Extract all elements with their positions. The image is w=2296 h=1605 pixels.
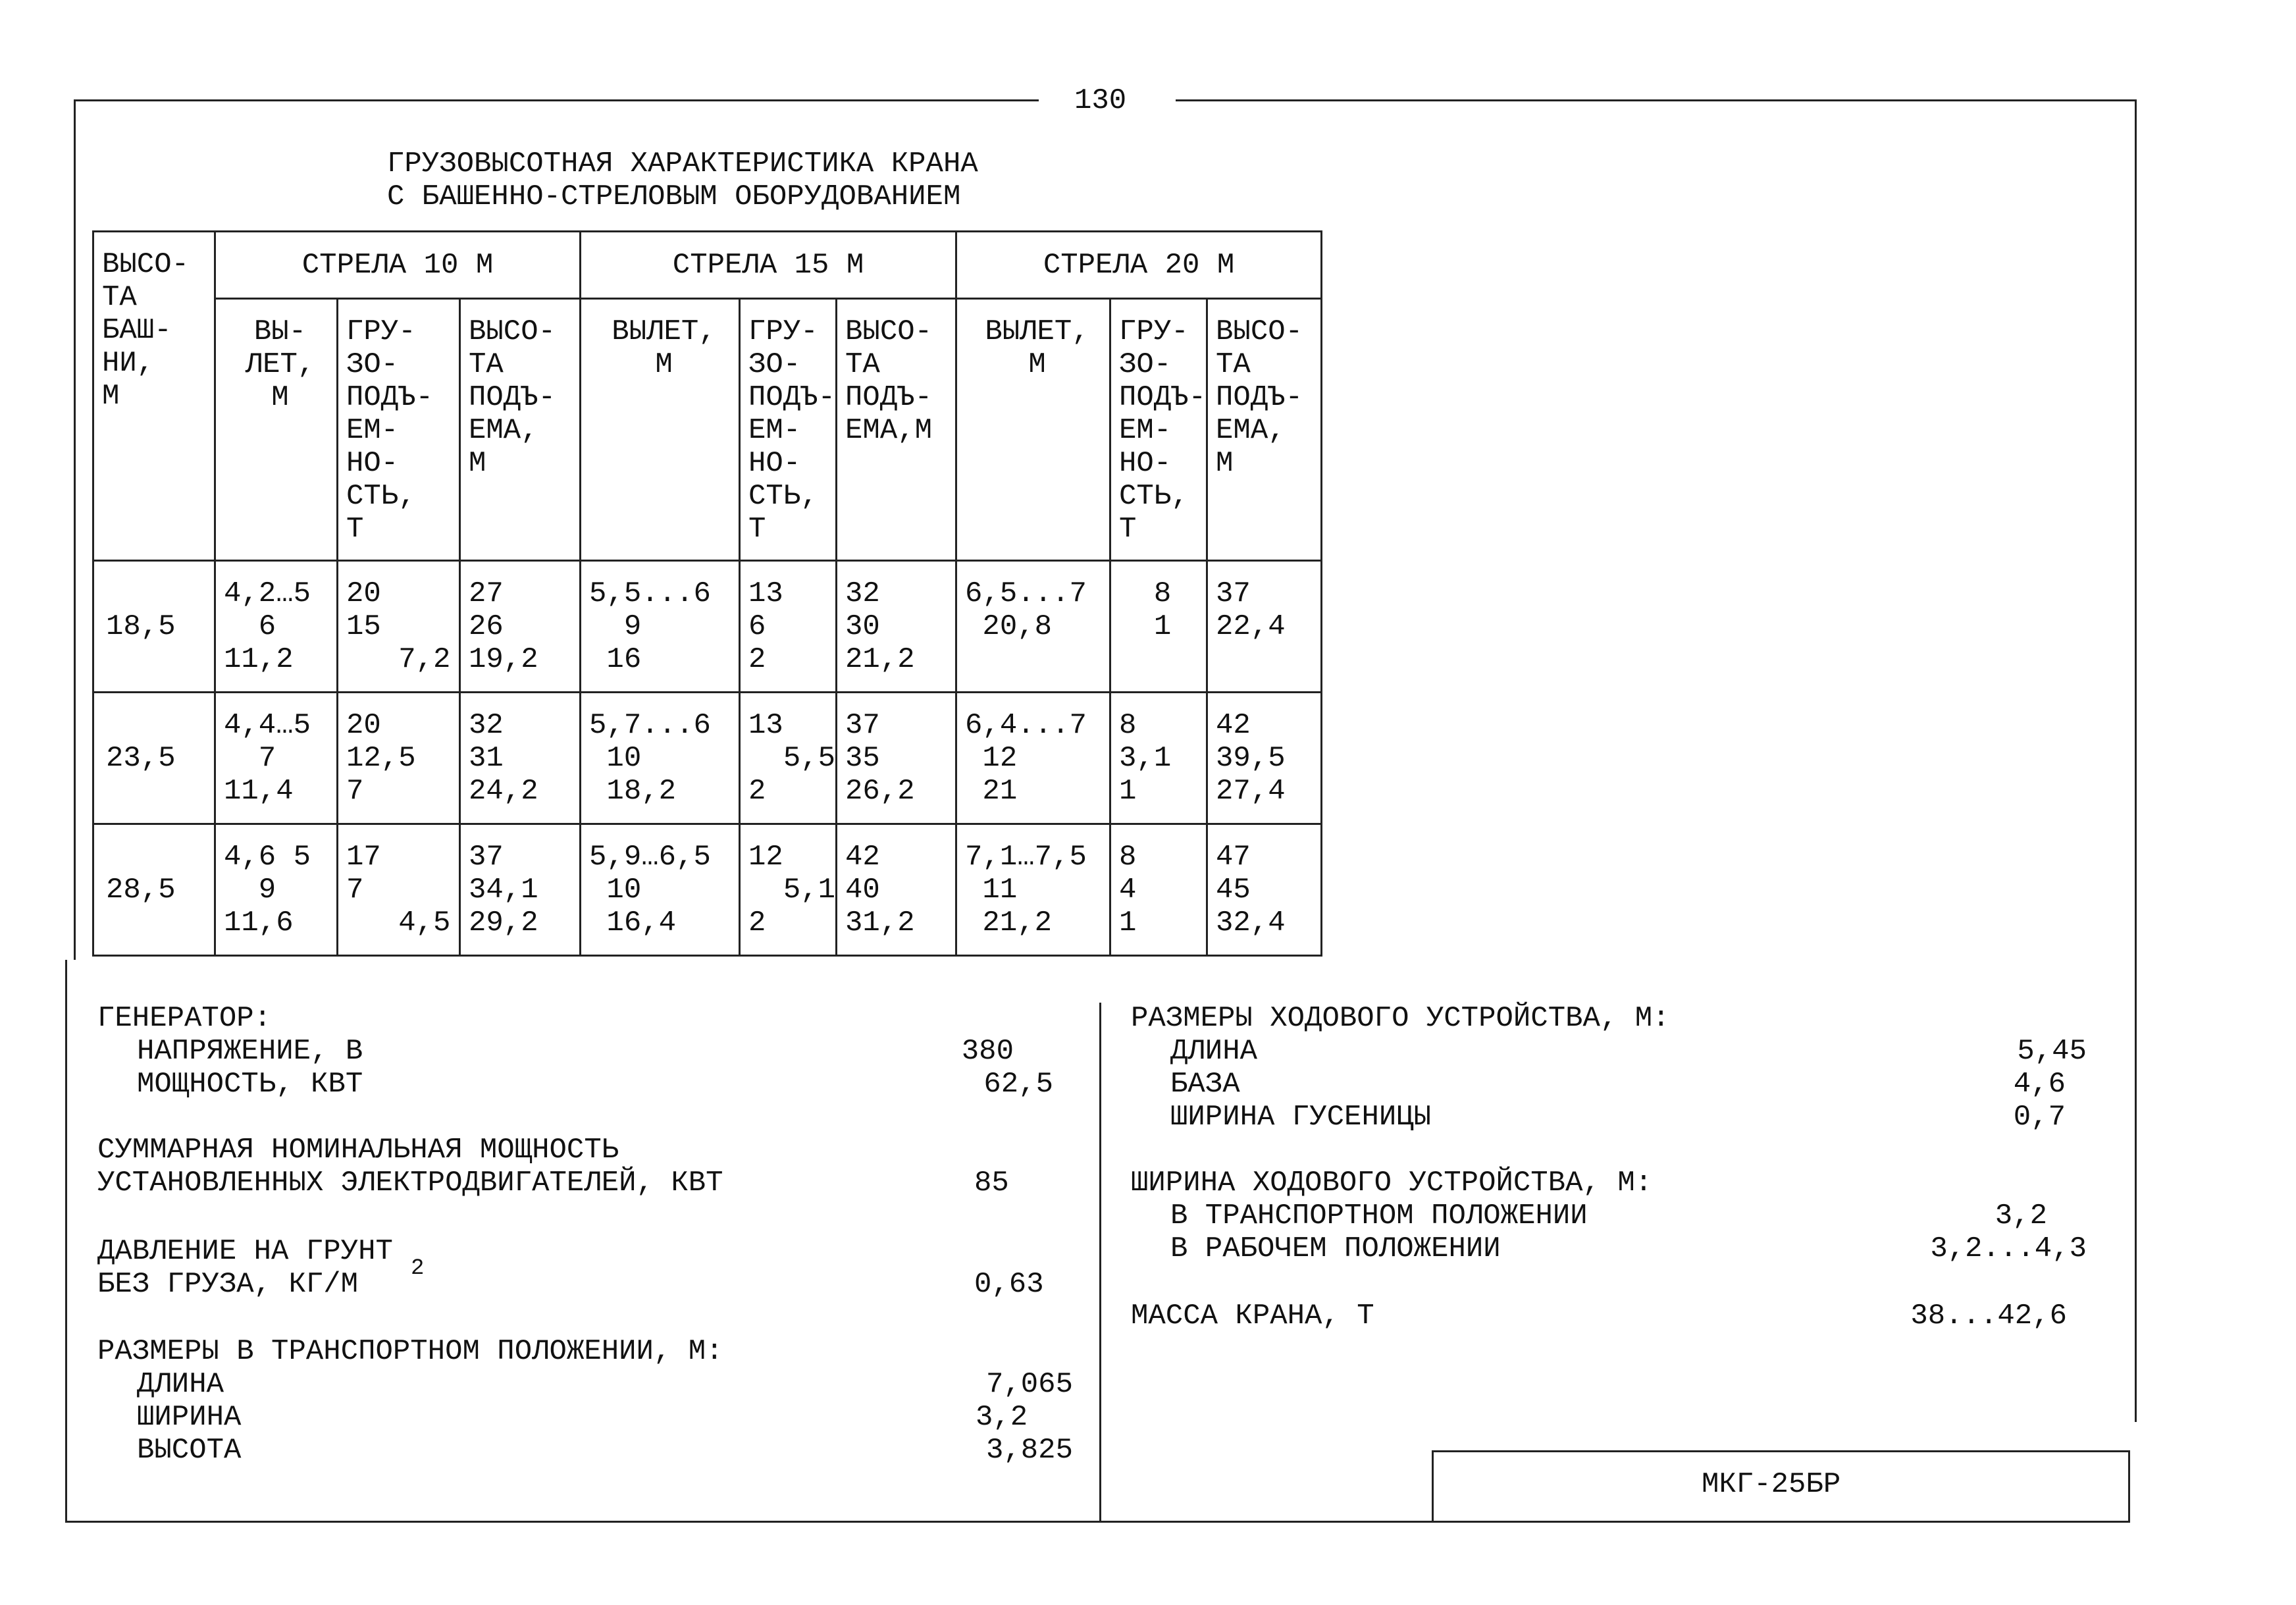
transport-width-label: ШИРИНА	[137, 1401, 242, 1434]
total-power-value: 85	[974, 1167, 1009, 1199]
transport-length-value: 7,065	[985, 1368, 1073, 1401]
pressure-line1: ДАВЛЕНИЕ НА ГРУНТ	[97, 1235, 393, 1268]
working-position-value: 3,2...4,3	[1930, 1232, 2087, 1265]
crane-mass-value: 38...42,6	[1910, 1300, 2067, 1332]
table-cell: 4,6 5 9 11,6	[215, 824, 338, 956]
table-cell: 12 5,1 2	[740, 824, 837, 956]
power-value: 62,5	[983, 1068, 1053, 1101]
table-cell: 42 39,5 27,4	[1207, 693, 1322, 824]
column-header: ВЫСО- ТА ПОДЪ- ЕМА,М	[837, 299, 956, 561]
transport-height-value: 3,825	[985, 1434, 1073, 1467]
group-header: СТРЕЛА 15 М	[581, 232, 956, 299]
transport-position-label: В ТРАНСПОРТНОМ ПОЛОЖЕНИИ	[1170, 1199, 1588, 1232]
table-cell: 17 7 4,5	[338, 824, 460, 956]
track-width-label: ШИРИНА ГУСЕНИЦЫ	[1170, 1101, 1432, 1134]
frame-left-upper	[74, 99, 76, 960]
transport-position-value: 3,2	[1995, 1199, 2047, 1232]
voltage-label: НАПРЯЖЕНИЕ, В	[137, 1035, 363, 1068]
table-cell: 4,4…5 7 11,4	[215, 693, 338, 824]
frame-bottom	[65, 1521, 2130, 1523]
total-power-line2: УСТАНОВЛЕННЫХ ЭЛЕКТРОДВИГАТЕЛЕЙ, КВТ	[97, 1167, 723, 1199]
table-cell: 8 1	[1110, 561, 1207, 693]
table-cell: 6,5...7 20,8	[956, 561, 1110, 693]
frame-top-right	[1176, 99, 2137, 101]
table-cell: 6,4...7 12 21	[956, 693, 1110, 824]
transport-dims-label: РАЗМЕРЫ В ТРАНСПОРТНОМ ПОЛОЖЕНИИ, М:	[97, 1335, 723, 1368]
running-gear-length-label: ДЛИНА	[1170, 1035, 1258, 1068]
column-header: ГРУ- ЗО- ПОДЪ- ЕМ- НО- СТЬ, Т	[740, 299, 837, 561]
crane-mass-label: МАССА КРАНА, Т	[1131, 1300, 1374, 1332]
group-header: СТРЕЛА 10 М	[215, 232, 581, 299]
table-cell: 5,9…6,5 10 16,4	[581, 824, 740, 956]
table-cell: 27 26 19,2	[460, 561, 581, 693]
column-header: ВЫЛЕТ, М	[956, 299, 1110, 561]
pressure-superscript: 2	[411, 1256, 425, 1281]
tower-height-header: ВЫСО- ТА БАШ- НИ, М	[93, 232, 215, 561]
table-cell: 37 34,1 29,2	[460, 824, 581, 956]
table-cell: 20 15 7,2	[338, 561, 460, 693]
column-header: ВЫСО- ТА ПОДЪ- ЕМА, М	[460, 299, 581, 561]
power-label: МОЩНОСТЬ, КВТ	[137, 1068, 363, 1101]
column-header: ВЫ- ЛЕТ, М	[215, 299, 338, 561]
track-width-value: 0,7	[2013, 1101, 2066, 1134]
working-position-label: В РАБОЧЕМ ПОЛОЖЕНИИ	[1170, 1232, 1501, 1265]
table-cell: 8 3,1 1	[1110, 693, 1207, 824]
base-value: 4,6	[2013, 1068, 2066, 1101]
table-cell: 32 30 21,2	[837, 561, 956, 693]
generator-label: ГЕНЕРАТОР:	[97, 1002, 272, 1035]
pressure-value: 0,63	[974, 1268, 1044, 1301]
transport-length-label: ДЛИНА	[137, 1368, 224, 1401]
table-cell: 5,5...6 9 16	[581, 561, 740, 693]
page-number: 130	[1074, 84, 1127, 117]
frame-right	[2135, 99, 2137, 1422]
transport-width-value: 3,2	[976, 1401, 1028, 1434]
column-divider	[1099, 1003, 1101, 1523]
table-cell: 37 35 26,2	[837, 693, 956, 824]
frame-top-left	[74, 99, 1039, 101]
tower-height-cell: 23,5	[93, 693, 215, 824]
frame-left-lower	[65, 960, 67, 1523]
model-stamp: МКГ-25БР	[1702, 1468, 1841, 1501]
column-header: ВЫСО- ТА ПОДЪ- ЕМА, М	[1207, 299, 1322, 561]
table-cell: 47 45 32,4	[1207, 824, 1322, 956]
stamp-right	[2128, 1450, 2130, 1523]
table-row	[93, 824, 1322, 956]
table-cell: 32 31 24,2	[460, 693, 581, 824]
tower-height-cell: 18,5	[93, 561, 215, 693]
voltage-value: 380	[961, 1035, 1014, 1068]
table-row	[93, 693, 1322, 824]
table-cell: 37 22,4	[1207, 561, 1322, 693]
total-power-line1: СУММАРНАЯ НОМИНАЛЬНАЯ МОЩНОСТЬ	[97, 1134, 619, 1167]
group-header: СТРЕЛА 20 М	[956, 232, 1322, 299]
stamp-top	[1432, 1450, 2129, 1452]
table-cell: 13 5,5 2	[740, 693, 837, 824]
table-cell: 20 12,5 7	[338, 693, 460, 824]
gear-width-label: ШИРИНА ХОДОВОГО УСТРОЙСТВА, М:	[1131, 1167, 1653, 1199]
running-gear-label: РАЗМЕРЫ ХОДОВОГО УСТРОЙСТВА, М:	[1131, 1002, 1670, 1035]
table-cell: 13 6 2	[740, 561, 837, 693]
table-cell: 42 40 31,2	[837, 824, 956, 956]
column-header: ВЫЛЕТ, М	[581, 299, 740, 561]
stamp-left	[1432, 1450, 1434, 1523]
table-cell: 4,2…5 6 11,2	[215, 561, 338, 693]
table-row	[93, 561, 1322, 693]
tower-height-cell: 28,5	[93, 824, 215, 956]
column-header: ГРУ- ЗО- ПОДЪ- ЕМ- НО- СТЬ, Т	[338, 299, 460, 561]
table-cell: 7,1…7,5 11 21,2	[956, 824, 1110, 956]
base-label: БАЗА	[1170, 1068, 1240, 1101]
title-line1: ГРУЗОВЫСОТНАЯ ХАРАКТЕРИСТИКА КРАНА	[387, 147, 978, 180]
running-gear-length-value: 5,45	[2017, 1035, 2087, 1068]
title-line2: С БАШЕННО-СТРЕЛОВЫМ ОБОРУДОВАНИЕМ	[387, 180, 961, 213]
transport-height-label: ВЫСОТА	[137, 1434, 242, 1467]
pressure-line2: БЕЗ ГРУЗА, КГ/М	[97, 1268, 359, 1301]
table-cell: 5,7...6 10 18,2	[581, 693, 740, 824]
table-cell: 8 4 1	[1110, 824, 1207, 956]
load-height-table	[92, 230, 1322, 957]
column-header: ГРУ- ЗО- ПОДЪ- ЕМ- НО- СТЬ, Т	[1110, 299, 1207, 561]
